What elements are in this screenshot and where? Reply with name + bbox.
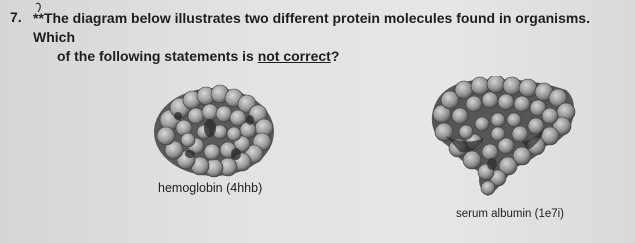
hemoglobin-caption: hemoglobin (4hhb) [158,181,263,195]
question-line-2 [57,47,628,66]
albumin-molecule-image [426,76,580,200]
question-line-2-prefix: of the following statements is [57,48,258,64]
question-stars: ** [33,10,44,26]
question-text [33,9,628,66]
question-line-1: The diagram below illustrates two different protein molecules found in organisms. Which [33,10,590,45]
hemoglobin-molecule-image [150,80,280,180]
question-number: 7. [10,9,22,25]
albumin-caption: serum albumin (1e7i) [456,208,565,220]
question-emphasis: not correct [257,48,331,64]
question-line-2-suffix: ? [330,48,340,64]
